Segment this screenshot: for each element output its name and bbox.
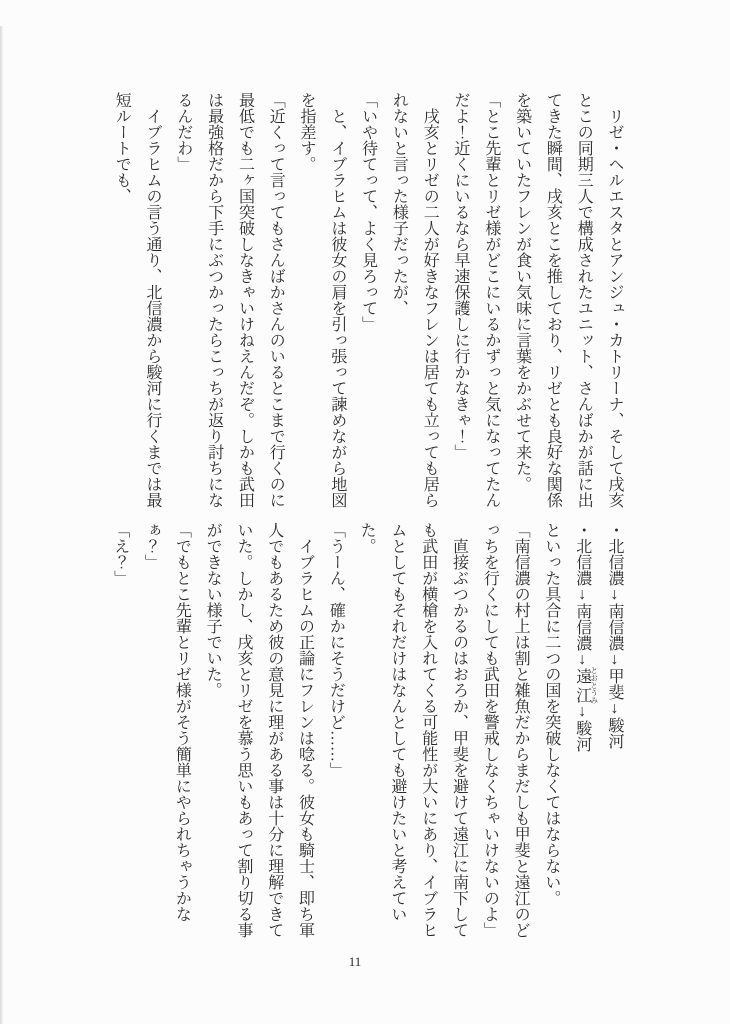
text-line: 最低でも二ヶ国突破しなきゃいけねえんだぞ。しかも武田 bbox=[236, 92, 254, 508]
text-line: は最強格だから下手にぶつかったらこっちが返り討ちにな bbox=[205, 92, 223, 508]
text-line: ムとしてもそれだけはなんとしても避けたいと考えてい bbox=[388, 522, 406, 922]
text-line: 短ルートでも、 bbox=[113, 92, 131, 204]
text-line: ぁ？」 bbox=[142, 522, 160, 570]
text-line: るんだわ」 bbox=[174, 92, 192, 172]
page-number: 11 bbox=[348, 954, 362, 969]
text-line: 「うーん、確かにそうだけど……」 bbox=[327, 522, 345, 778]
text-line: 「近くって言ってもさんばかさんのいるとこまで行くのに bbox=[267, 92, 285, 508]
text-line: も武田が横槍を入れてくる可能性が大いにあり、イブラヒ bbox=[419, 522, 437, 938]
text-line: っちを行くにしても武田を警戒しなくちゃいけないのよ」 bbox=[481, 522, 499, 938]
route-station: 駿河 bbox=[606, 717, 623, 749]
furigana: とおとうみ bbox=[589, 666, 599, 705]
route-station: 遠江 bbox=[573, 666, 591, 705]
text-line: 「とこ先輩とリゼ様がどこにいるかずっと気になってたん bbox=[482, 92, 500, 508]
text-line: た。 bbox=[358, 522, 376, 554]
route-station: 北信濃 bbox=[573, 538, 591, 586]
text-line: イブラヒムの正論にフレンは唸る。彼女も騎士、即ち軍 bbox=[296, 538, 314, 938]
bullet: ・ bbox=[573, 522, 591, 538]
text-line: 「え？」 bbox=[111, 522, 129, 586]
text-line: といった具合に二つの国を突破しなくてはならない。 bbox=[542, 522, 560, 906]
down-arrow-icon: ↓ bbox=[573, 651, 591, 668]
text-line: ができない様子でいた。 bbox=[204, 522, 222, 698]
down-arrow-icon: ↓ bbox=[606, 651, 623, 668]
route-station: 南信濃 bbox=[573, 603, 591, 651]
route-station: 北信濃 bbox=[606, 538, 623, 586]
down-arrow-icon: ↓ bbox=[606, 700, 623, 717]
route-station-with-furigana bbox=[573, 666, 599, 705]
text-line: と、イブラヒムは彼女の肩を引っ張って諫めながら地図 bbox=[328, 108, 346, 508]
text-line: イブラヒムの言う通り、北信濃から駿河に行くまでは最 bbox=[144, 108, 162, 508]
text-line: を築いていたフレンが食い気味に言葉をかぶせて来た。 bbox=[513, 92, 531, 492]
route-station: 駿河 bbox=[573, 719, 591, 752]
down-arrow-icon: ↓ bbox=[573, 702, 591, 720]
text-line: とこの同期三人で構成されたユニット、さんばかが話に出 bbox=[575, 92, 593, 508]
text-line: を指差す。 bbox=[298, 92, 316, 172]
route-station: 南信濃 bbox=[606, 603, 623, 651]
route-station: 甲斐 bbox=[606, 668, 623, 700]
text-line: 直接ぶつかるのはおろか、甲斐を避けて遠江に南下して bbox=[450, 538, 468, 938]
scan-edge-artifact bbox=[0, 26, 3, 1024]
bottom-text-block bbox=[104, 522, 629, 942]
text-line: てきた瞬間、戌亥とこを推しており、リゼとも良好な関係 bbox=[544, 92, 562, 508]
down-arrow-icon: ↓ bbox=[606, 586, 623, 603]
route-line bbox=[598, 522, 629, 942]
text-line: いた。しかし、戌亥とリゼを慕う思いもあって割り切る事 bbox=[234, 522, 252, 938]
text-line: 人でもあるため彼の意見に理がある事は十分に理解できて bbox=[265, 522, 283, 938]
bullet: ・ bbox=[606, 522, 623, 538]
text-line: 「南信濃の村上は割と雑魚だからまだしも甲斐と遠江のど bbox=[512, 522, 530, 938]
text-line: れないと言った様子だったが、 bbox=[390, 92, 408, 316]
text-line: 「でもとこ先輩とリゼ様がそう簡単にやられちゃうかな bbox=[173, 522, 191, 922]
text-line: 「いや待てって、よく見ろって」 bbox=[359, 92, 377, 332]
top-text-block bbox=[105, 92, 629, 512]
text-line: だよ！近くにいるなら早速保護しに行かなきゃ！」 bbox=[452, 92, 470, 460]
text-line: 戌亥とリゼの二人が好きなフレンは居ても立っても居ら bbox=[421, 108, 439, 508]
route-line bbox=[566, 522, 598, 942]
text-line: リゼ・ヘルエスタとアンジュ・カトリーナ、そして戌亥 bbox=[606, 108, 623, 508]
down-arrow-icon: ↓ bbox=[573, 586, 591, 603]
